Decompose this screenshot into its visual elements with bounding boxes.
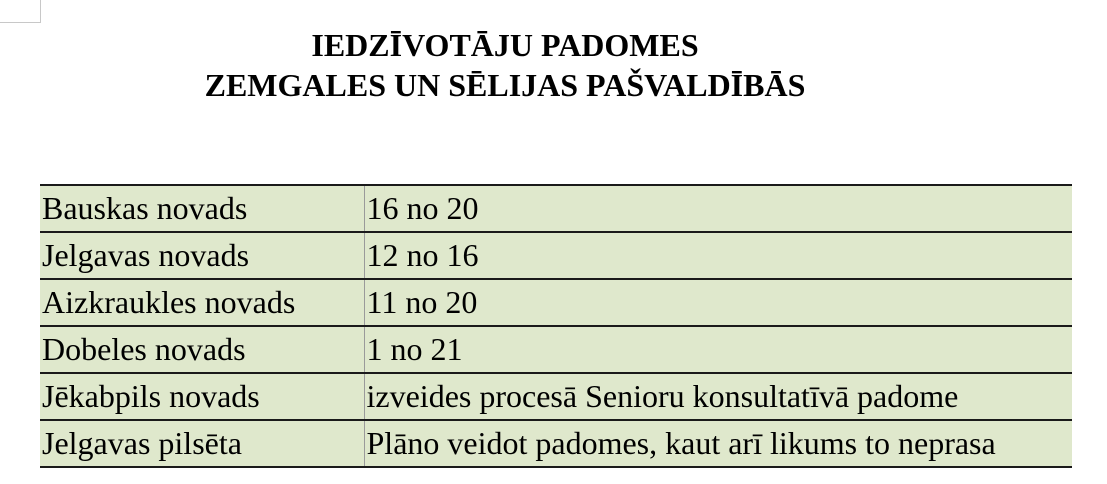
table-row bbox=[40, 373, 1072, 420]
status-cell: Plāno veidot padomes, kaut arī likums to neprasa bbox=[364, 420, 1072, 467]
table-row bbox=[40, 232, 1072, 279]
status-cell: izveides procesā Senioru konsultatīvā padome bbox=[364, 373, 1072, 420]
status-cell: 11 no 20 bbox=[364, 279, 1072, 326]
table-row bbox=[40, 420, 1072, 467]
councils-table bbox=[40, 184, 1072, 468]
municipality-cell: Aizkraukles novads bbox=[40, 279, 364, 326]
status-cell: 1 no 21 bbox=[364, 326, 1072, 373]
status-cell: 16 no 20 bbox=[364, 185, 1072, 232]
table-row bbox=[40, 326, 1072, 373]
municipality-cell: Dobeles novads bbox=[40, 326, 364, 373]
municipality-cell: Jēkabpils novads bbox=[40, 373, 364, 420]
municipality-cell: Bauskas novads bbox=[40, 185, 364, 232]
page-corner-marker bbox=[0, 0, 41, 23]
page-title-line-1: IEDZĪVOTĀJU PADOMES bbox=[311, 27, 699, 63]
municipality-cell: Jelgavas pilsēta bbox=[40, 420, 364, 467]
page-title-line-2: ZEMGALES UN SĒLIJAS PAŠVALDĪBĀS bbox=[204, 67, 806, 103]
table-row bbox=[40, 279, 1072, 326]
municipality-cell: Jelgavas novads bbox=[40, 232, 364, 279]
status-cell: 12 no 16 bbox=[364, 232, 1072, 279]
table-row bbox=[40, 185, 1072, 232]
